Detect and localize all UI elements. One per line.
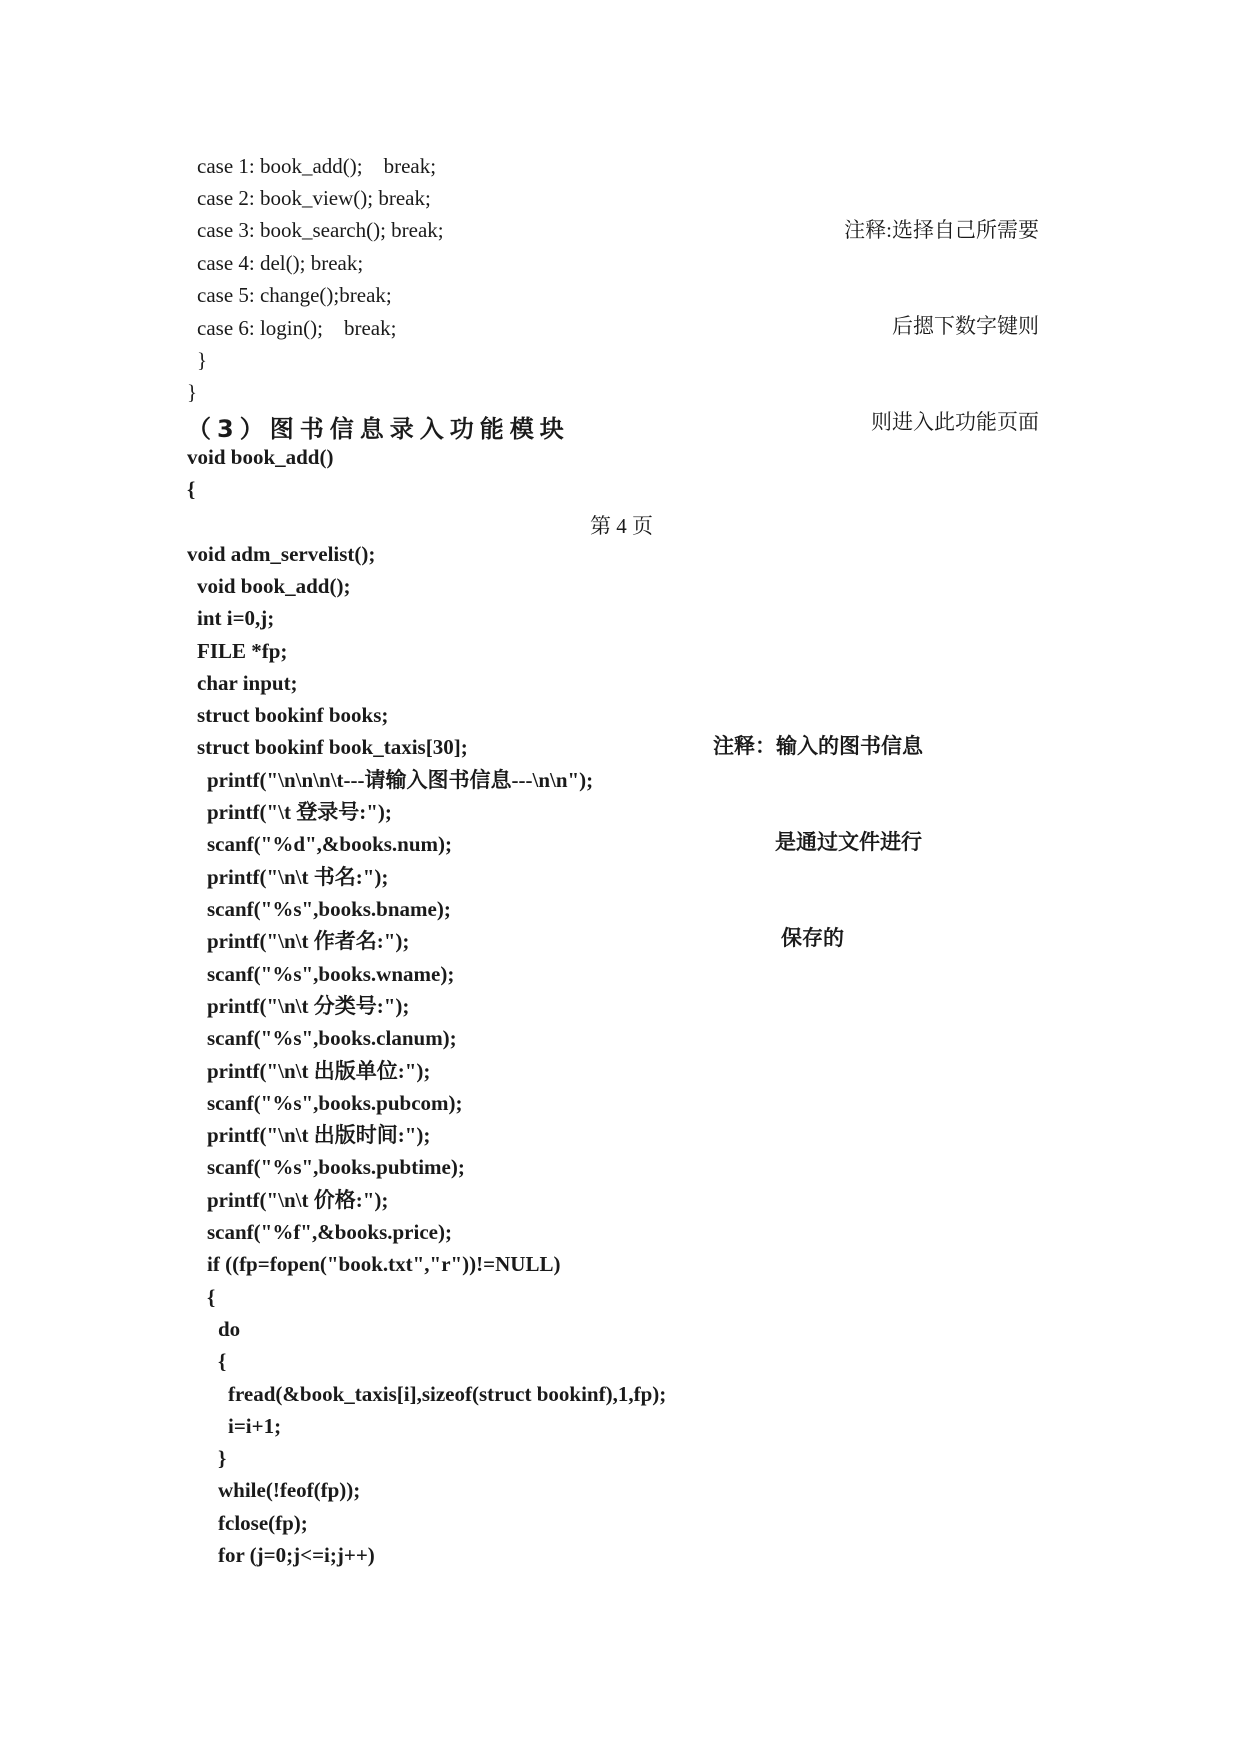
code-line: fread(&book_taxis[i],sizeof(struct bookinf),1,fp);: [228, 1382, 667, 1406]
code-line: {: [218, 1349, 227, 1373]
code-line: fclose(fp);: [218, 1511, 308, 1535]
code-line: }: [187, 380, 198, 404]
code-line: case 1: book_add(); break;: [197, 154, 437, 178]
code-line: struct bookinf book_taxis[30];: [197, 735, 468, 759]
code-line: printf("\n\t 作者名:");: [207, 929, 410, 953]
code-line: {: [207, 1285, 216, 1309]
code-line: case 3: book_search(); break;: [197, 218, 444, 242]
code-line: struct bookinf books;: [197, 703, 389, 727]
code-line: printf("\n\t 书名:");: [207, 865, 389, 889]
function-signature: void book_add(): [187, 445, 334, 469]
code-line: printf("\t 登录号:");: [207, 800, 392, 824]
code-line: case 2: book_view(); break;: [197, 186, 431, 210]
code-line: void adm_servelist();: [187, 542, 376, 566]
code-line: char input;: [197, 671, 298, 695]
code-line: scanf("%s",books.pubtime);: [207, 1155, 465, 1179]
code-line: }: [197, 348, 208, 372]
code-line: case 4: del(); break;: [197, 251, 364, 275]
code-line: FILE *fp;: [197, 639, 288, 663]
code-line: case 5: change();break;: [197, 283, 392, 307]
code-line: scanf("%f",&books.price);: [207, 1220, 452, 1244]
code-line: printf("\n\t 分类号:");: [207, 994, 410, 1018]
note-line: 则进入此功能页面: [871, 410, 1039, 434]
code-line: scanf("%s",books.pubcom);: [207, 1091, 463, 1115]
code-line: printf("\n\t 价格:");: [207, 1188, 389, 1212]
code-line: }: [218, 1446, 227, 1470]
code-line: scanf("%s",books.bname);: [207, 897, 451, 921]
code-line: case 6: login(); break;: [197, 316, 397, 340]
note-line: 注释:选择自己所需要: [844, 218, 1039, 242]
code-line: if ((fp=fopen("book.txt","r"))!=NULL): [207, 1252, 561, 1276]
note-line: 后摁下数字键则: [892, 314, 1039, 338]
note-line: 注释：输入的图书信息: [713, 734, 923, 758]
code-line: scanf("%s",books.wname);: [207, 962, 455, 986]
code-line: for (j=0;j<=i;j++): [218, 1543, 375, 1567]
annotation-note: [713, 666, 923, 1018]
code-line: do: [218, 1317, 241, 1341]
code-line: scanf("%d",&books.num);: [207, 832, 453, 856]
page-number: 第 4 页: [590, 514, 653, 538]
note-line: 保存的: [781, 926, 844, 950]
code-line: void book_add();: [197, 574, 351, 598]
section-heading: （3）图书信息录入功能模块: [187, 415, 570, 443]
code-line: printf("\n\t 出版时间:");: [207, 1123, 431, 1147]
code-line: printf("\n\n\n\t---请输入图书信息---\n\n");: [207, 768, 594, 792]
code-line: i=i+1;: [228, 1414, 282, 1438]
code-line: printf("\n\t 出版单位:");: [207, 1059, 431, 1083]
annotation-note: [844, 150, 1039, 502]
code-line: scanf("%s",books.clanum);: [207, 1026, 457, 1050]
note-line: 是通过文件进行: [775, 830, 922, 854]
code-line: int i=0,j;: [197, 606, 275, 630]
code-line: while(!feof(fp));: [218, 1478, 361, 1502]
code-line: {: [187, 477, 196, 501]
